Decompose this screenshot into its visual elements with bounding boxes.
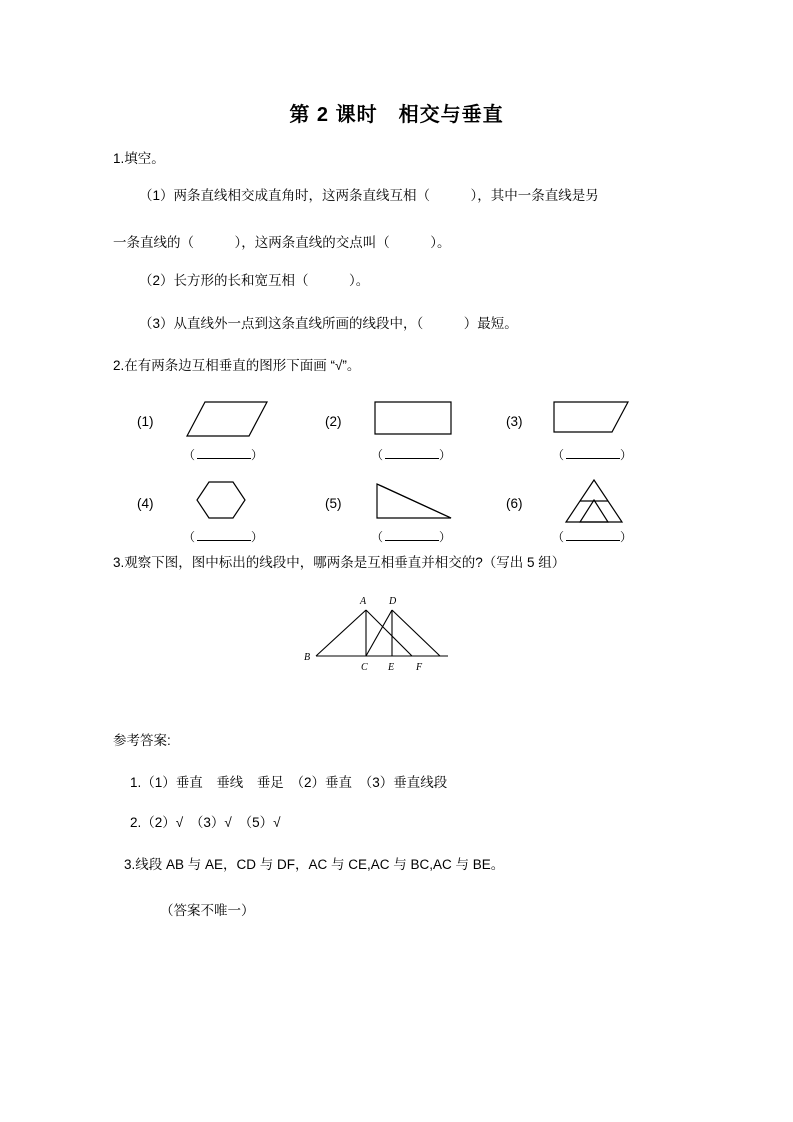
svg-text:F: F bbox=[416, 662, 423, 673]
svg-text:E: E bbox=[388, 662, 395, 673]
shape-item-4-label: (4) bbox=[137, 496, 154, 511]
shape-item-2-label: (2) bbox=[325, 414, 342, 429]
question-1-item-2: （2）长方形的长和宽互相（ ）。 bbox=[139, 273, 370, 288]
answer-line-4: （答案不唯一） bbox=[160, 903, 255, 918]
answer-line-2: 2.（2）√ （3）√ （5）√ bbox=[130, 815, 281, 830]
answer-line-1: 1.（1）垂直 垂线 垂足 （2）垂直 （3）垂直线段 bbox=[130, 775, 448, 790]
svg-text:D: D bbox=[389, 596, 397, 607]
right-triangle-icon bbox=[355, 470, 471, 530]
shape-item-1 bbox=[137, 388, 287, 466]
shape-item-1-answer-blank[interactable]: （ ） bbox=[182, 448, 266, 462]
svg-text:B: B bbox=[304, 652, 311, 663]
shape-item-6-answer-blank[interactable]: （ ） bbox=[551, 530, 635, 544]
question-3-heading: 3.观察下图，图中标出的线段中，哪两条是互相垂直并相交的?（写出 5 组） bbox=[113, 555, 566, 570]
shape-item-6 bbox=[506, 470, 656, 548]
right-trapezoid-flipped-icon bbox=[536, 388, 652, 448]
shape-item-6-label: (6) bbox=[506, 496, 523, 511]
svg-text:A: A bbox=[360, 596, 367, 607]
question-1-heading: 1.填空。 bbox=[113, 151, 165, 166]
parallelogram-icon bbox=[167, 388, 283, 448]
hexagon-icon bbox=[167, 470, 283, 530]
page-title: 第 2 课时 相交与垂直 bbox=[289, 104, 504, 126]
question-1-item-3: （3）从直线外一点到这条直线所画的线段中，（ ）最短。 bbox=[139, 316, 518, 331]
right-trapezoid-icon bbox=[355, 388, 471, 448]
triangle-with-inner-triangle-icon bbox=[536, 470, 652, 530]
shape-item-5 bbox=[325, 470, 475, 548]
question-1-item-1-line-1: （1）两条直线相交成直角时，这两条直线互相（ ），其中一条直线是另 bbox=[139, 188, 599, 203]
shape-item-1-label: (1) bbox=[137, 414, 154, 429]
triangle-network-icon bbox=[300, 590, 500, 680]
question-3-figure bbox=[300, 590, 500, 680]
svg-text:C: C bbox=[361, 662, 368, 673]
answers-heading: 参考答案: bbox=[113, 733, 171, 748]
shape-item-3-answer-blank[interactable]: （ ） bbox=[551, 448, 635, 462]
shape-item-5-answer-blank[interactable]: （ ） bbox=[370, 530, 454, 544]
shape-item-5-label: (5) bbox=[325, 496, 342, 511]
shape-item-3-label: (3) bbox=[506, 414, 523, 429]
shape-item-2 bbox=[325, 388, 475, 466]
shape-item-4-answer-blank[interactable]: （ ） bbox=[182, 530, 266, 544]
answer-line-3: 3.线段 AB 与 AE，CD 与 DF，AC 与 CE,AC 与 BC,AC 与 BE。 bbox=[124, 857, 505, 872]
question-2-heading: 2.在有两条边互相垂直的图形下面画 “√”。 bbox=[113, 358, 361, 373]
shape-item-3 bbox=[506, 388, 656, 466]
shape-item-2-answer-blank[interactable]: （ ） bbox=[370, 448, 454, 462]
question-1-item-1-line-2: 一条直线的（ ），这两条直线的交点叫（ ）。 bbox=[113, 235, 451, 250]
shape-item-4 bbox=[137, 470, 287, 548]
